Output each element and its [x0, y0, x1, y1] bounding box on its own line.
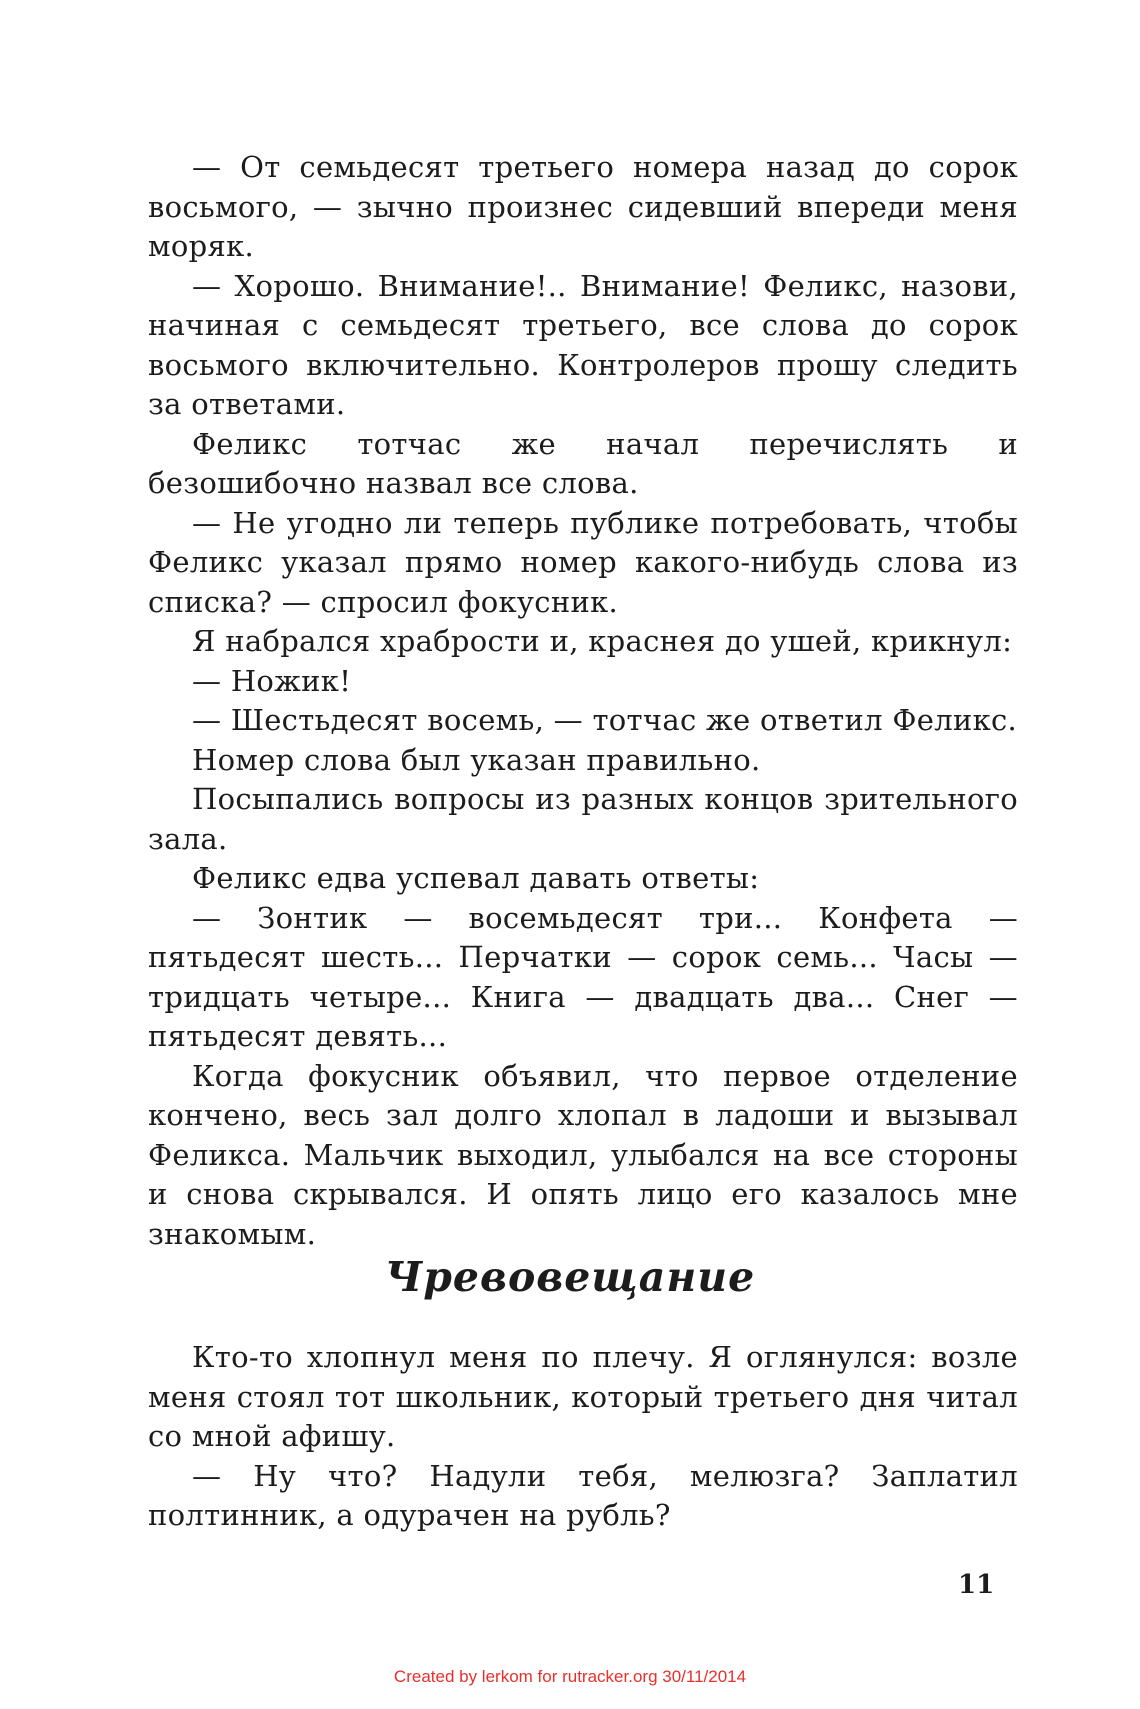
paragraph: Я набрался храбрости и, краснея до ушей, крикнул:	[192, 624, 1013, 658]
paragraph: Когда фокусник объявил, что первое отделение кончено, весь зал долго хлопал в ладоши и вызывал Феликса. Мальчик выходил, улыбался на все стороны и снова скрывался. И опять лицо его казалось мне знакомым.	[148, 1058, 1018, 1251]
paragraph: — Хорошо. Внимание!.. Внимание! Феликс, назови, начиная с семьдесят третьего, все слова до сорок восьмого включительно. Контролеров прошу следить за ответами.	[148, 268, 1018, 421]
paragraph: Феликс тотчас же начал перечислять и безошибочно назвал все слова.	[148, 426, 1018, 500]
paragraph: — От семьдесят третьего номера назад до сорок восьмого, — зычно произнес сидевший впереди меня моряк.	[148, 150, 1018, 263]
paragraph: — Ну что? Надули тебя, мелюзга? Заплатил полтинник, а одурачен на рубль?	[148, 1458, 1018, 1532]
paragraph: — Не угодно ли теперь публике потребовать, чтобы Феликс указал прямо номер какого-нибудь слова из списка? — спросил фокусник.	[148, 505, 1018, 619]
paragraph: Номер слова был указан правильно.	[192, 742, 761, 777]
main-text-bottom	[148, 1338, 1018, 1536]
section-title: Чревовещание	[384, 1253, 756, 1301]
paragraph: — Ножик!	[192, 663, 352, 698]
credit-watermark: Created by lerkom for rutracker.org 30/11/2014	[393, 1667, 747, 1686]
paragraph: — Шестьдесят восемь, — тотчас же ответил Феликс.	[192, 703, 1018, 737]
main-text-top	[148, 148, 1018, 1254]
page-number: 11	[958, 1570, 995, 1600]
paragraph: Кто-то хлопнул меня по плечу. Я оглянулся: возле меня стоял тот школьник, который третьего дня читал со мной афишу.	[148, 1340, 1018, 1453]
paragraph: — Зонтик — восемьдесят три... Конфета — пятьдесят шесть... Перчатки — сорок семь... Часы — тридцать четыре... Книга — двадцать два... Снег — пятьдесят девять...	[148, 900, 1018, 1053]
paragraph: Феликс едва успевал давать ответы:	[192, 861, 760, 895]
paragraph: Посыпались вопросы из разных концов зрительного зала.	[148, 782, 1018, 856]
